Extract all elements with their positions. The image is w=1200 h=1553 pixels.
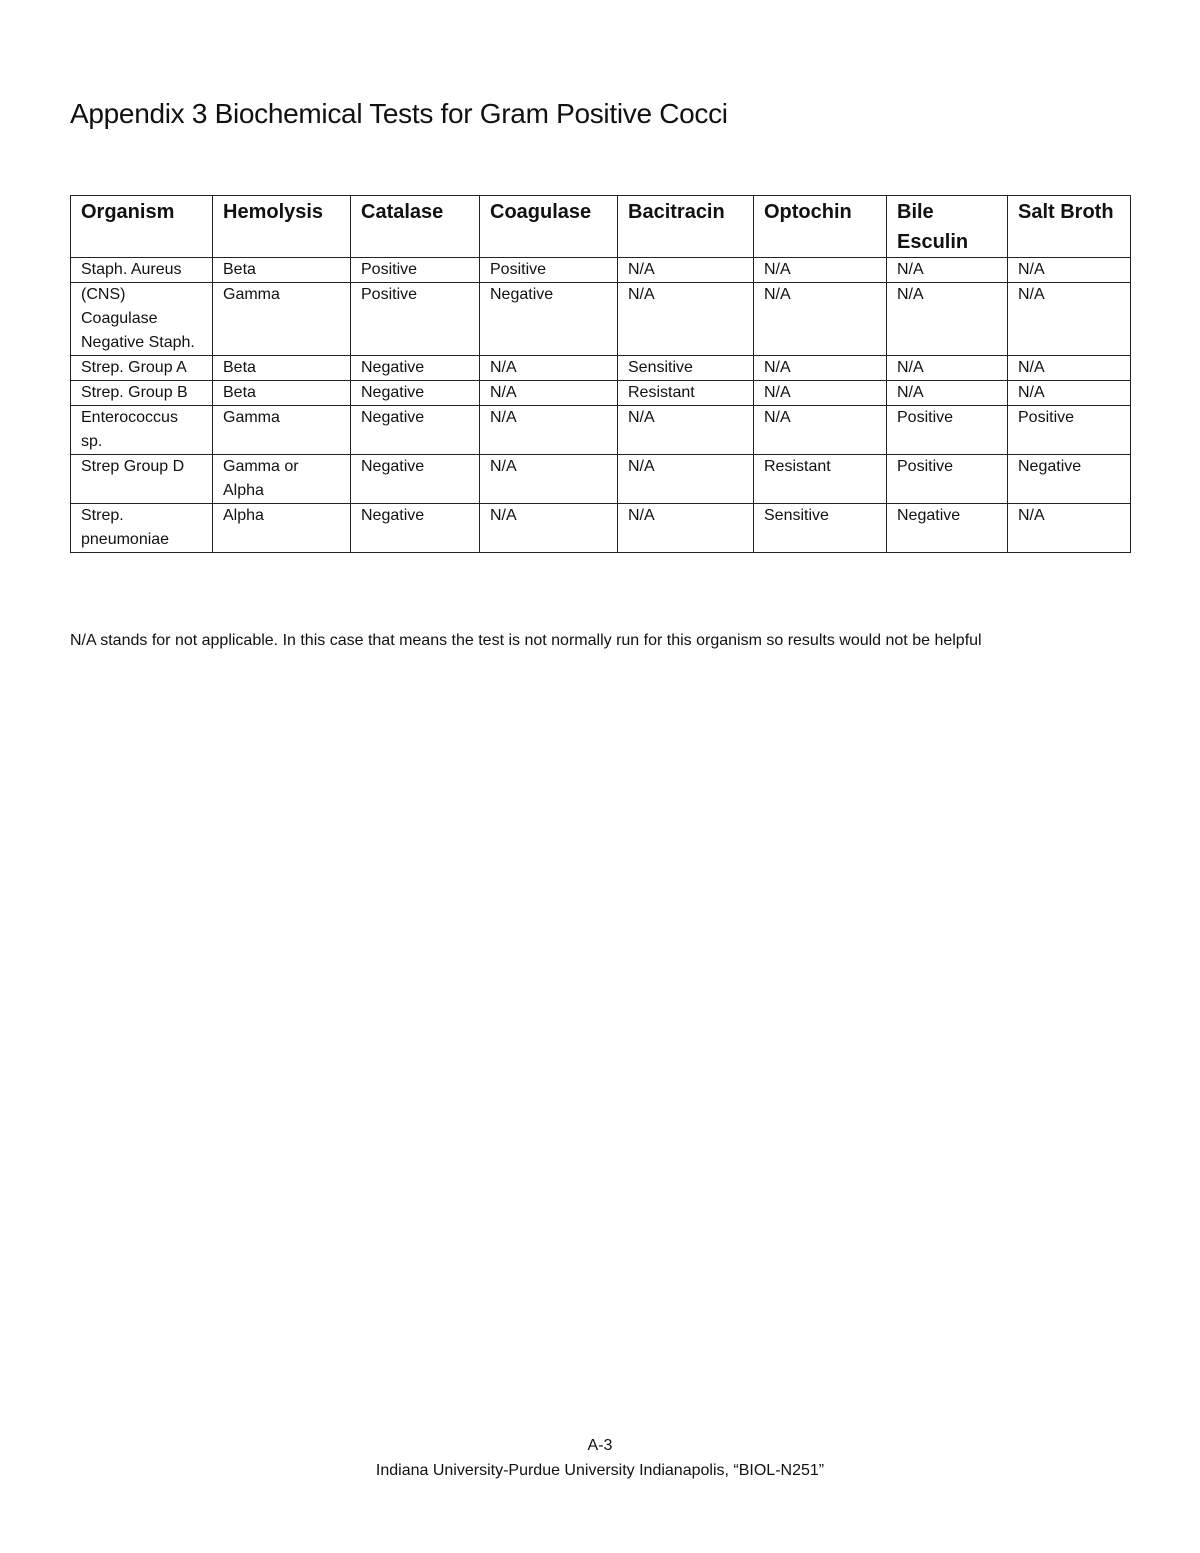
cell-bile-esculin: Negative bbox=[887, 504, 1008, 553]
table-row bbox=[71, 258, 1131, 283]
cell-organism: (CNS) Coagulase Negative Staph. bbox=[71, 283, 213, 356]
table-row bbox=[71, 455, 1131, 504]
table-row bbox=[71, 283, 1131, 356]
cell-organism: Staph. Aureus bbox=[71, 258, 213, 283]
cell-bacitracin: N/A bbox=[618, 258, 754, 283]
cell-salt-broth: Negative bbox=[1008, 455, 1131, 504]
cell-optochin: N/A bbox=[754, 381, 887, 406]
cell-salt-broth: N/A bbox=[1008, 283, 1131, 356]
cell-bacitracin: Resistant bbox=[618, 381, 754, 406]
cell-bile-esculin: N/A bbox=[887, 283, 1008, 356]
cell-organism: Enterococcus sp. bbox=[71, 406, 213, 455]
cell-hemolysis: Alpha bbox=[213, 504, 351, 553]
cell-coagulase: N/A bbox=[480, 455, 618, 504]
cell-hemolysis: Gamma or Alpha bbox=[213, 455, 351, 504]
header-hemolysis: Hemolysis bbox=[213, 196, 351, 258]
header-salt-broth: Salt Broth bbox=[1008, 196, 1131, 258]
cell-coagulase: N/A bbox=[480, 406, 618, 455]
cell-optochin: Resistant bbox=[754, 455, 887, 504]
cell-catalase: Negative bbox=[351, 504, 480, 553]
biochemical-tests-table bbox=[70, 195, 1131, 553]
cell-salt-broth: Positive bbox=[1008, 406, 1131, 455]
header-optochin: Optochin bbox=[754, 196, 887, 258]
header-bile-esculin: Bile Esculin bbox=[887, 196, 1008, 258]
page-title: Appendix 3 Biochemical Tests for Gram Positive Cocci bbox=[70, 98, 728, 129]
page-number: A-3 bbox=[587, 1437, 613, 1454]
cell-hemolysis: Gamma bbox=[213, 283, 351, 356]
cell-bile-esculin: Positive bbox=[887, 455, 1008, 504]
cell-bile-esculin: Positive bbox=[887, 406, 1008, 455]
header-catalase: Catalase bbox=[351, 196, 480, 258]
cell-coagulase: Positive bbox=[480, 258, 618, 283]
cell-organism: Strep. pneumoniae bbox=[71, 504, 213, 553]
cell-salt-broth: N/A bbox=[1008, 381, 1131, 406]
header-organism: Organism bbox=[71, 196, 213, 258]
cell-optochin: N/A bbox=[754, 258, 887, 283]
cell-hemolysis: Gamma bbox=[213, 406, 351, 455]
cell-catalase: Positive bbox=[351, 283, 480, 356]
cell-bacitracin: N/A bbox=[618, 283, 754, 356]
cell-coagulase: N/A bbox=[480, 504, 618, 553]
cell-catalase: Negative bbox=[351, 455, 480, 504]
table-row bbox=[71, 356, 1131, 381]
cell-salt-broth: N/A bbox=[1008, 356, 1131, 381]
cell-hemolysis: Beta bbox=[213, 258, 351, 283]
table-row bbox=[71, 504, 1131, 553]
cell-catalase: Negative bbox=[351, 406, 480, 455]
cell-coagulase: N/A bbox=[480, 381, 618, 406]
cell-coagulase: N/A bbox=[480, 356, 618, 381]
cell-catalase: Negative bbox=[351, 381, 480, 406]
cell-organism: Strep Group D bbox=[71, 455, 213, 504]
header-bacitracin: Bacitracin bbox=[618, 196, 754, 258]
cell-optochin: N/A bbox=[754, 406, 887, 455]
cell-salt-broth: N/A bbox=[1008, 258, 1131, 283]
cell-hemolysis: Beta bbox=[213, 381, 351, 406]
cell-bile-esculin: N/A bbox=[887, 381, 1008, 406]
cell-catalase: Positive bbox=[351, 258, 480, 283]
table-row bbox=[71, 406, 1131, 455]
cell-coagulase: Negative bbox=[480, 283, 618, 356]
cell-bacitracin: N/A bbox=[618, 504, 754, 553]
table-row bbox=[71, 381, 1131, 406]
cell-hemolysis: Beta bbox=[213, 356, 351, 381]
table-header-row bbox=[71, 196, 1131, 258]
institution-line: Indiana University-Purdue University Indianapolis, “BIOL-N251” bbox=[375, 1462, 825, 1479]
cell-organism: Strep. Group A bbox=[71, 356, 213, 381]
cell-bile-esculin: N/A bbox=[887, 356, 1008, 381]
cell-optochin: Sensitive bbox=[754, 504, 887, 553]
page-footer bbox=[0, 1433, 1200, 1483]
footnote-na: N/A stands for not applicable. In this case that means the test is not normally run for this organism so results would not be helpful bbox=[70, 632, 982, 649]
cell-optochin: N/A bbox=[754, 356, 887, 381]
cell-salt-broth: N/A bbox=[1008, 504, 1131, 553]
cell-catalase: Negative bbox=[351, 356, 480, 381]
cell-organism: Strep. Group B bbox=[71, 381, 213, 406]
cell-bile-esculin: N/A bbox=[887, 258, 1008, 283]
cell-bacitracin: Sensitive bbox=[618, 356, 754, 381]
cell-optochin: N/A bbox=[754, 283, 887, 356]
cell-bacitracin: N/A bbox=[618, 406, 754, 455]
cell-bacitracin: N/A bbox=[618, 455, 754, 504]
header-coagulase: Coagulase bbox=[480, 196, 618, 258]
